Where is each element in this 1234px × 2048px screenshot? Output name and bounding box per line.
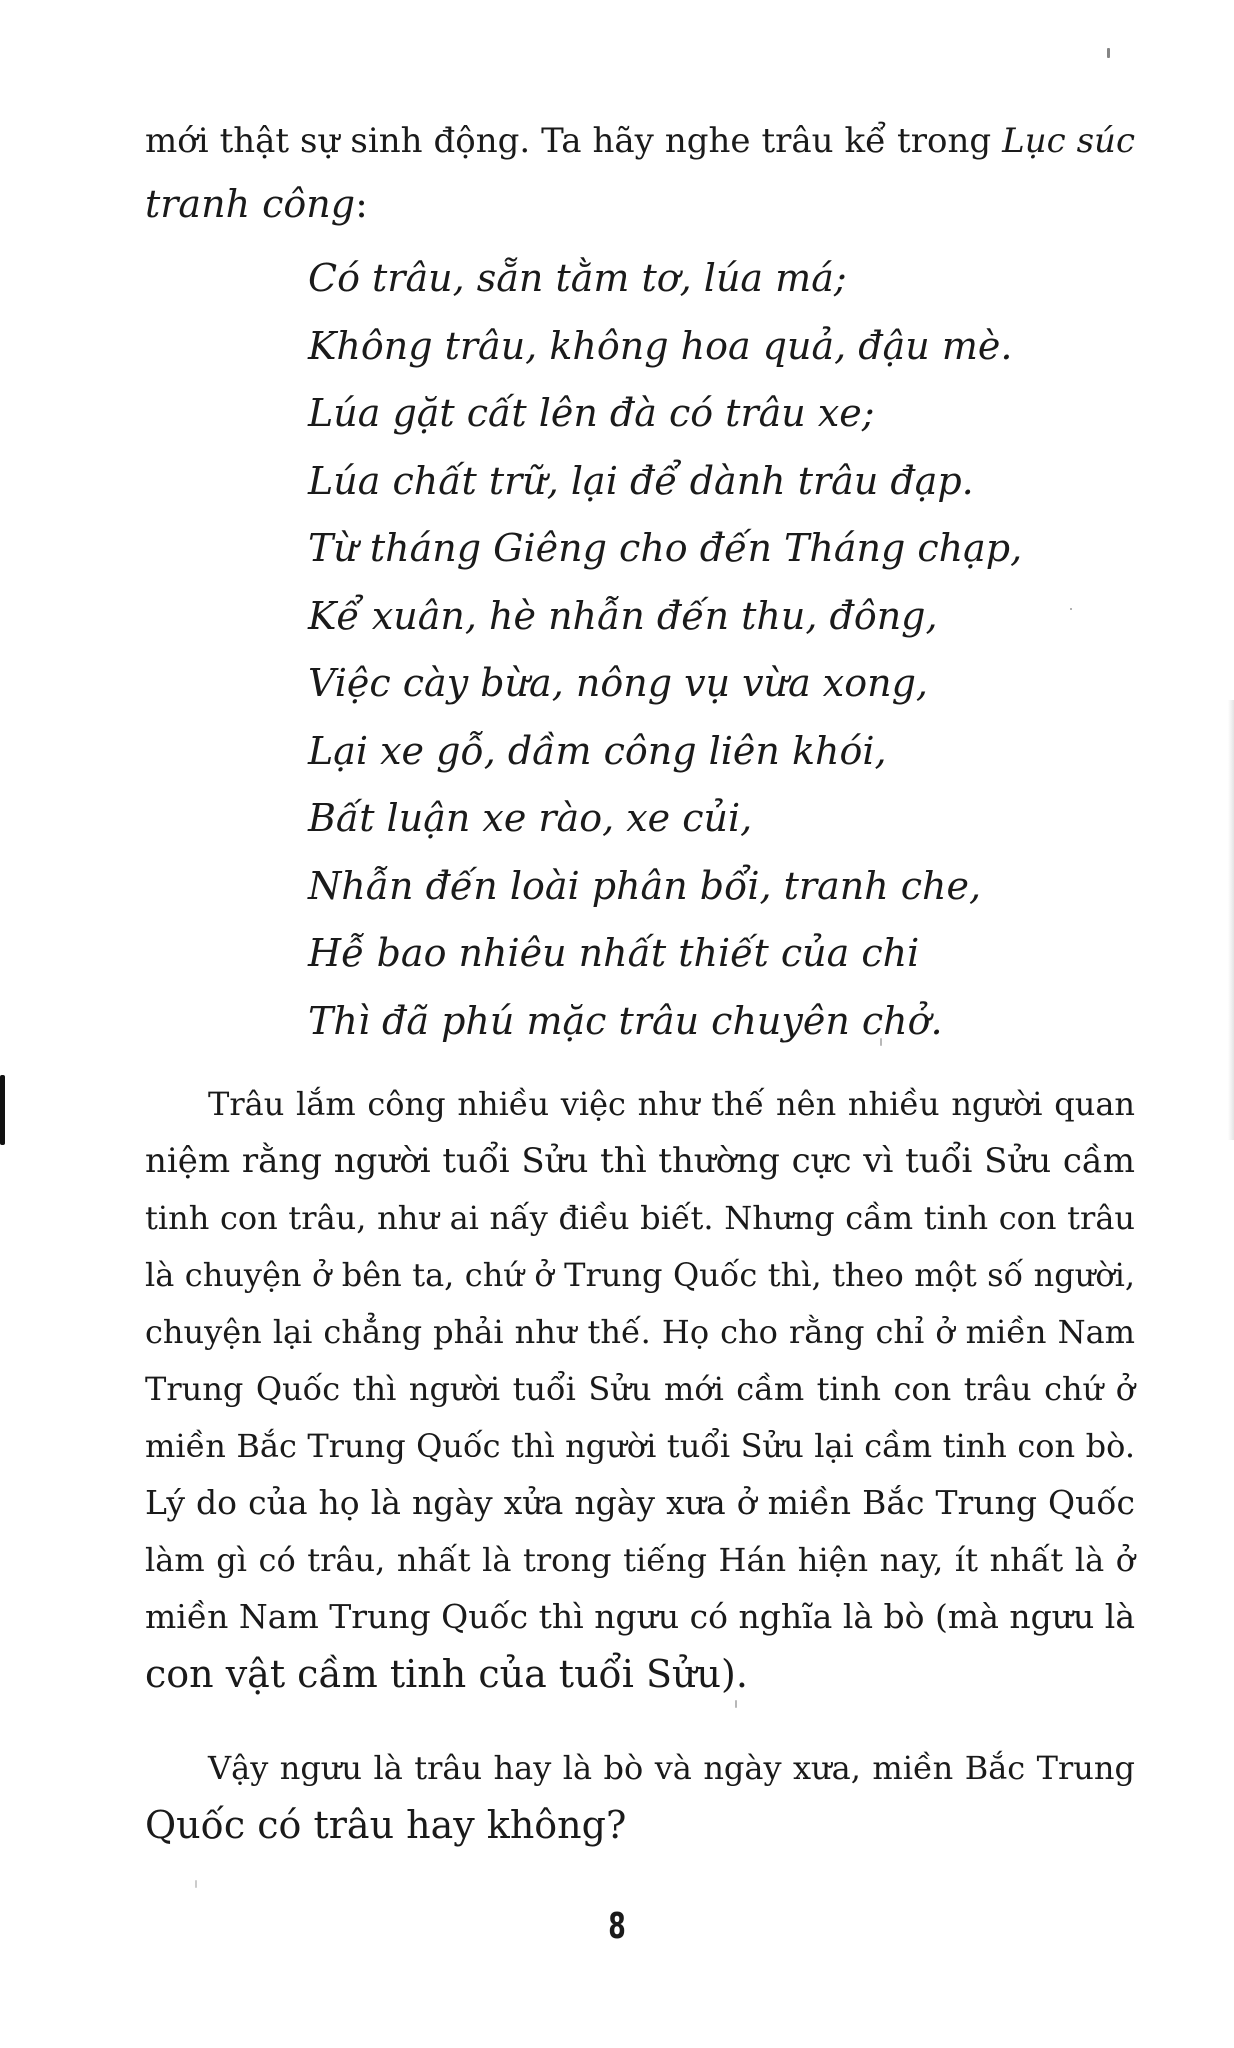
print-speck (1070, 608, 1072, 610)
book-title-continued: tranh công (145, 182, 356, 226)
poem-line: Có trâu, sẵn tằm tơ, lúa má; (308, 256, 847, 300)
page-edge-shadow (0, 1075, 5, 1145)
page-number: 8 (608, 1906, 626, 1947)
poem-line: Lại xe gỗ, dầm công liên khói, (308, 729, 887, 773)
book-title: Lục súc (1002, 121, 1135, 161)
paragraph-2-line: miền Nam Trung Quốc thì ngưu có nghĩa là bò (mà ngưu là (145, 1597, 1135, 1636)
poem-line: Không trâu, không hoa quả, đậu mè. (308, 324, 1013, 368)
poem-line: Bất luận xe rào, xe củi, (308, 796, 753, 840)
paragraph-1-line-1: mới thật sự sinh động. Ta hãy nghe trâu kể trong Lục súc (145, 121, 1135, 161)
paragraph-2-line: tinh con trâu, như ai nấy điều biết. Nhưng cầm tinh con trâu (145, 1199, 1135, 1237)
paragraph-2-line: Trâu lắm công nhiều việc như thế nên nhiều người quan (208, 1085, 1135, 1123)
paragraph-2-line: chuyện lại chẳng phải như thế. Họ cho rằng chỉ ở miền Nam (145, 1313, 1135, 1351)
paragraph-2-line: Lý do của họ là ngày xửa ngày xưa ở miền Bắc Trung Quốc (145, 1483, 1135, 1522)
paragraph-2-line: niệm rằng người tuổi Sửu thì thường cực vì tuổi Sửu cầm (145, 1141, 1135, 1181)
poem-line: Từ tháng Giêng cho đến Tháng chạp, (308, 526, 1023, 570)
paragraph-2-line: miền Bắc Trung Quốc thì người tuổi Sửu lại cầm tinh con bò. (145, 1427, 1135, 1465)
paragraph-3-line: Quốc có trâu hay không? (145, 1803, 627, 1847)
print-speck (735, 1700, 737, 1708)
print-speck (880, 1038, 882, 1046)
paragraph-2-line: là chuyện ở bên ta, chứ ở Trung Quốc thì, theo một số người, (145, 1256, 1135, 1294)
poem-line: Kể xuân, hè nhẫn đến thu, đông, (308, 594, 938, 638)
paragraph-3-line: Vậy ngưu là trâu hay là bò và ngày xưa, miền Bắc Trung (208, 1749, 1135, 1787)
poem-line: Việc cày bừa, nông vụ vừa xong, (308, 661, 928, 705)
page-edge-gutter (1228, 700, 1234, 1140)
paragraph-2-line: con vật cầm tinh của tuổi Sửu). (145, 1652, 748, 1696)
paragraph-2-line: Trung Quốc thì người tuổi Sửu mới cầm tinh con trâu chứ ở (145, 1370, 1135, 1408)
paragraph-1-line-2: tranh công: (145, 182, 368, 226)
print-speck (1107, 48, 1110, 58)
poem-line: Nhẫn đến loài phân bổi, tranh che, (308, 864, 982, 908)
poem-line: Lúa chất trữ, lại để dành trâu đạp. (308, 459, 974, 503)
poem-line: Lúa gặt cất lên đà có trâu xe; (308, 391, 875, 435)
paragraph-2-line: làm gì có trâu, nhất là trong tiếng Hán hiện nay, ít nhất là ở (145, 1541, 1135, 1579)
print-speck (195, 1880, 197, 1888)
poem-line: Hễ bao nhiêu nhất thiết của chi (308, 931, 920, 975)
poem-line: Thì đã phú mặc trâu chuyên chở. (308, 999, 943, 1043)
